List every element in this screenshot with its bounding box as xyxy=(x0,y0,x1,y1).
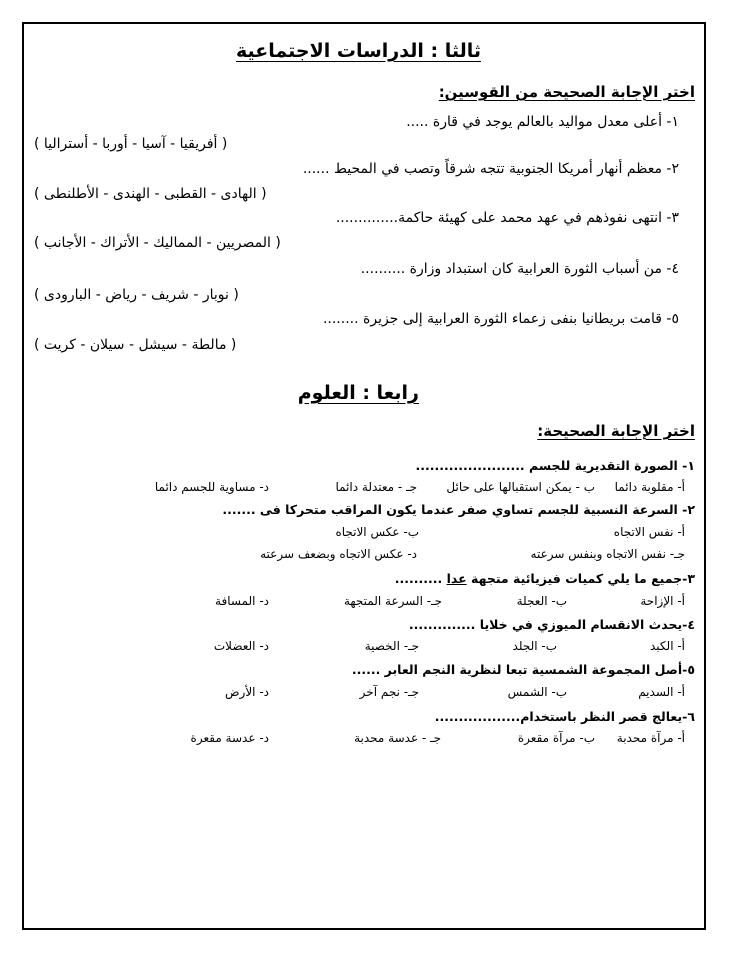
science-q1-option-c: جـ - معتدلة دائما xyxy=(335,480,417,494)
social-question-2: ٢- معظم أنهار أمريكا الجنوبية تتجه شرقاً وتصب في المحيط ...... xyxy=(302,161,679,177)
science-question-2: ٢- السرعة النسبية للجسم تساوي صفر عندما يكون المراقب متحركا فى ....... xyxy=(222,502,695,517)
social-choices-5: ( مالطة - سيشل - سيلان - كريت ) xyxy=(34,337,237,353)
science-q3-option-b: ب- العجلة xyxy=(516,594,567,608)
science-q5-option-b: ب- الشمس xyxy=(507,685,567,699)
science-q2-option-c: جـ- نفس الاتجاه وبنفس سرعته xyxy=(530,547,685,561)
science-q5-option-a: أ- السديم xyxy=(638,685,685,699)
section-title-science: رابعا : العلوم xyxy=(297,382,419,404)
science-q5-option-c: جـ- نجم آخر xyxy=(359,685,419,699)
science-q6-option-c: جـ - عدسة محدبة xyxy=(354,731,441,745)
social-question-4: ٤- من أسباب الثورة العرابية كان استبداد وزارة .......... xyxy=(360,261,679,277)
science-q3-text: ٣-جميع ما يلي كميات فيزيائية متجهة xyxy=(470,571,695,586)
science-q1-option-a: أ- مقلوبة دائما xyxy=(614,480,685,494)
science-q4-option-d: د- العضلات xyxy=(213,639,269,653)
social-question-1: ١- أعلى معدل مواليد بالعالم يوجد في قارة ..... xyxy=(406,114,679,130)
social-question-5: ٥- قامت بريطانيا بنفى زعماء الثورة العرابية إلى جزيرة ........ xyxy=(322,311,679,327)
page-border xyxy=(22,22,706,930)
science-q3-emphasis: عدا xyxy=(446,571,467,586)
science-question-3 xyxy=(395,571,695,586)
section-title-social: ثالثا : الدراسات الاجتماعية xyxy=(236,40,481,62)
social-question-3: ٣- انتهى نفوذهم في عهد محمد على كهيئة حاكمة.............. xyxy=(335,210,679,226)
science-q4-option-b: ب- الجلد xyxy=(512,639,557,653)
science-q6-option-a: أ- مرآة محدبة xyxy=(616,731,685,745)
science-q2-option-b: ب- عكس الاتجاه xyxy=(335,525,419,539)
science-q3-option-a: أ- الإزاحة xyxy=(640,594,685,608)
science-question-4: ٤-يحدث الانقسام الميوزي في خلايا .............. xyxy=(408,617,695,632)
science-q1-option-b: ب - يمكن استقبالها على حائل xyxy=(446,480,595,494)
science-question-1: ١- الصورة التقديرية للجسم ....................... xyxy=(415,458,695,473)
science-q4-option-a: أ- الكبد xyxy=(649,639,685,653)
instruction-science: اختر الإجابة الصحيحة: xyxy=(537,422,695,440)
social-choices-4: ( نوبار - شريف - رياض - البارودى ) xyxy=(34,287,239,303)
science-q6-option-d: د- عدسة مقعرة xyxy=(190,731,269,745)
science-q2-option-d: د- عكس الاتجاه وبضعف سرعته xyxy=(260,547,417,561)
science-q1-option-d: د- مساوية للجسم دائما xyxy=(154,480,269,494)
science-question-5: ٥-أصل المجموعة الشمسية تبعا لنظرية النجم العابر ...... xyxy=(351,662,695,677)
social-choices-1: ( أفريقيا - آسيا - أوربا - أستراليا ) xyxy=(34,136,228,152)
science-q3-dots: .......... xyxy=(394,571,447,586)
science-q3-option-d: د- المسافة xyxy=(215,594,269,608)
science-q6-option-b: ب- مرآة مقعرة xyxy=(517,731,595,745)
science-q3-option-c: جـ- السرعة المتجهة xyxy=(343,594,442,608)
science-q4-option-c: جـ- الخصية xyxy=(364,639,419,653)
social-choices-2: ( الهادى - القطبى - الهندى - الأطلنطى ) xyxy=(34,186,267,202)
social-choices-3: ( المصريين - المماليك - الأتراك - الأجانب ) xyxy=(34,235,281,251)
science-question-6: ٦-يعالج قصر النظر باستخدام.................. xyxy=(434,709,695,724)
science-q5-option-d: د- الأرض xyxy=(225,685,269,699)
science-q2-option-a: أ- نفس الاتجاه xyxy=(613,525,685,539)
instruction-social: اختر الإجابة الصحيحة من القوسين: xyxy=(438,83,695,101)
